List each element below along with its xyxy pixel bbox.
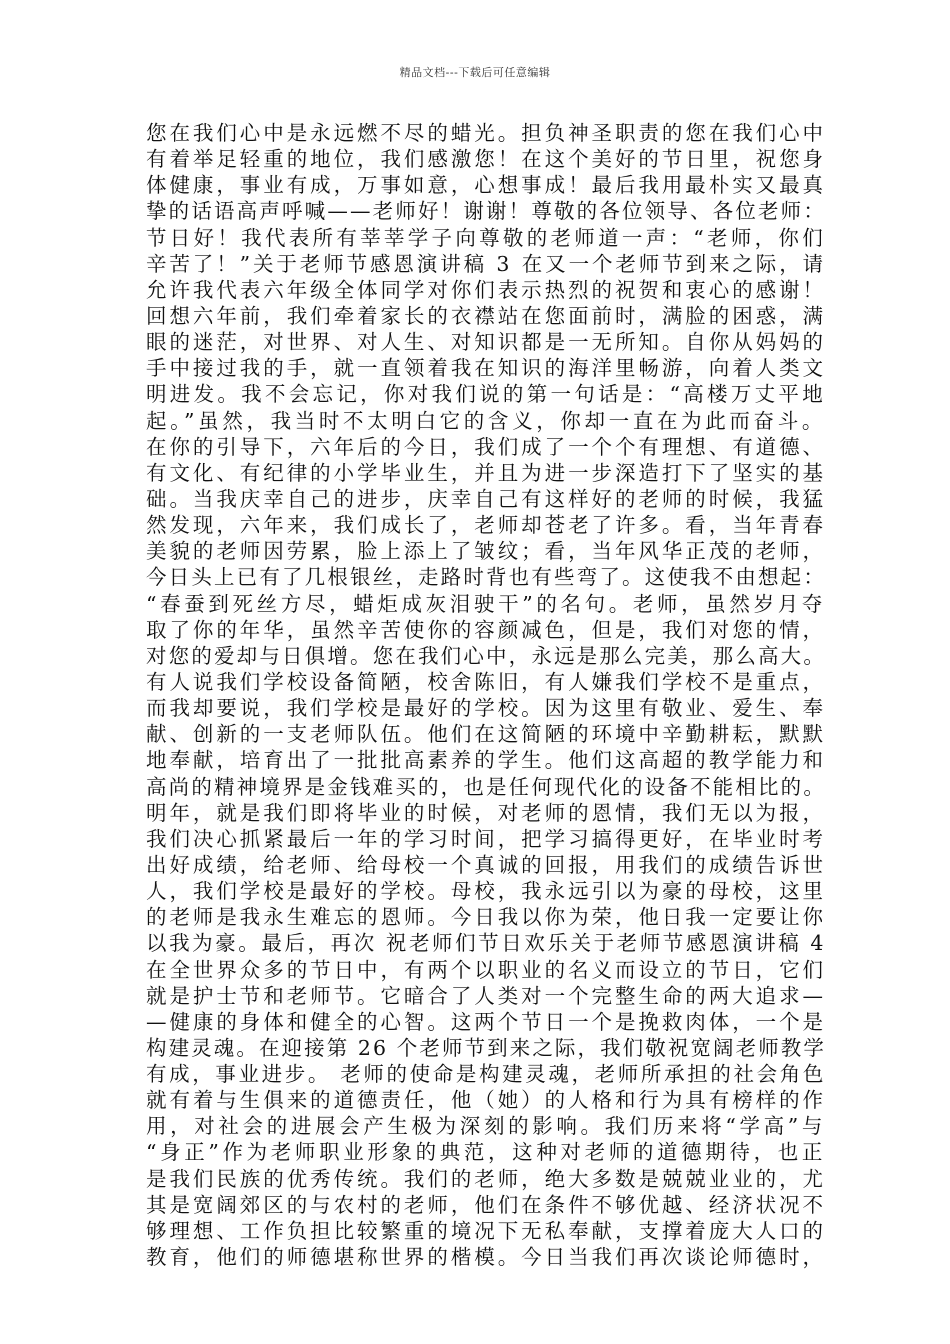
text-line: “春蚕到死丝方尽，蜡炬成灰泪驶干”的名句。老师，虽然岁月夺 bbox=[146, 591, 826, 616]
text-line: 人，我们学校是最好的学校。母校，我永远引以为豪的母校，这里 bbox=[146, 879, 826, 904]
text-line: “身正”作为老师职业形象的典范，这种对老师的道德期待，也正 bbox=[146, 1140, 826, 1165]
text-line: 有人说我们学校设备简陋，校舍陈旧，有人嫌我们学校不是重点， bbox=[146, 669, 826, 694]
text-line: 础。当我庆幸自己的进步，庆幸自己有这样好的老师的时候，我猛 bbox=[146, 486, 826, 511]
text-line: 是我们民族的优秀传统。我们的老师，绝大多数是兢兢业业的，尤 bbox=[146, 1166, 826, 1191]
text-line: 在全世界众多的节日中，有两个以职业的名义而设立的节日，它们 bbox=[146, 957, 826, 982]
text-line: 以我为豪。最后，再次 祝老师们节日欢乐关于老师节感恩演讲稿 4 bbox=[146, 931, 826, 956]
text-line: 您在我们心中是永远燃不尽的蜡光。担负神圣职责的您在我们心中 bbox=[146, 121, 826, 145]
text-line: 地奉献，培育出了一批批高素养的学生。他们这高超的教学能力和 bbox=[146, 748, 826, 773]
text-line: 然发现，六年来，我们成长了，老师却苍老了许多。看，当年青春 bbox=[146, 513, 826, 538]
text-line: 高尚的精神境界是金钱难买的，也是任何现代化的设备不能相比的。 bbox=[146, 774, 826, 799]
text-line: 在你的引导下，六年后的今日，我们成了一个个有理想、有道德、 bbox=[146, 434, 826, 459]
text-line: 有着举足轻重的地位，我们感激您！在这个美好的节日里，祝您身 bbox=[146, 147, 826, 172]
text-line: 有成，事业进步。 老师的使命是构建灵魂，老师所承担的社会角色 bbox=[146, 1062, 826, 1087]
text-line: 教育，他们的师德堪称世界的楷模。今日当我们再次谈论师德时， bbox=[146, 1245, 826, 1270]
text-line: 挚的话语高声呼喊——老师好！谢谢！尊敬的各位领导、各位老师： bbox=[146, 199, 826, 224]
text-line: 手中接过我的手，就一直领着我在知识的海洋里畅游，向着人类文 bbox=[146, 356, 826, 381]
document-body bbox=[146, 120, 826, 1270]
text-line: 节日好！我代表所有莘莘学子向尊敬的老师道一声：“老师，你们 bbox=[146, 225, 826, 250]
text-line: 其是宽阔郊区的与农村的老师，他们在条件不够优越、经济状况不 bbox=[146, 1192, 826, 1217]
text-line: 就是护士节和老师节。它暗合了人类对一个完整生命的两大追求— bbox=[146, 983, 826, 1008]
text-line: 明进发。我不会忘记，你对我们说的第一句话是：“高楼万丈平地 bbox=[146, 382, 826, 407]
text-line: 允许我代表六年级全体同学对你们表示热烈的祝贺和衷心的感谢！ bbox=[146, 277, 826, 302]
text-line: 对您的爱却与日俱增。您在我们心中，永远是那么完美，那么高大。 bbox=[146, 643, 826, 668]
text-line: 而我却要说，我们学校是最好的学校。因为这里有敬业、爱生、奉 bbox=[146, 696, 826, 721]
text-line: —健康的身体和健全的心智。这两个节日一个是挽救肉体，一个是 bbox=[146, 1009, 826, 1034]
text-line: 眼的迷茫，对世界、对人生、对知识都是一无所知。自你从妈妈的 bbox=[146, 330, 826, 355]
page-header: 精品文档---下载后可任意编辑 bbox=[399, 66, 551, 79]
text-line: 体健康，事业有成，万事如意，心想事成！最后我用最朴实又最真 bbox=[146, 173, 826, 198]
text-line: 构建灵魂。在迎接第 26 个老师节到来之际，我们敬祝宽阔老师教学 bbox=[146, 1035, 826, 1060]
text-line: 回想六年前，我们牵着家长的衣襟站在您面前时，满脸的困惑，满 bbox=[146, 303, 826, 328]
text-line: 我们决心抓紧最后一年的学习时间，把学习搞得更好，在毕业时考 bbox=[146, 826, 826, 851]
text-line: 出好成绩，给老师、给母校一个真诚的回报，用我们的成绩告诉世 bbox=[146, 852, 826, 877]
text-line: 就有着与生俱来的道德责任，他（她）的人格和行为具有榜样的作 bbox=[146, 1088, 826, 1113]
text-line: 的老师是我永生难忘的恩师。今日我以你为荣，他日我一定要让你 bbox=[146, 905, 826, 930]
text-line: 辛苦了！”关于老师节感恩演讲稿 3 在又一个老师节到来之际，请 bbox=[146, 251, 826, 276]
text-line: 有文化、有纪律的小学毕业生，并且为进一步深造打下了坚实的基 bbox=[146, 460, 826, 485]
text-line: 用，对社会的进展会产生极为深刻的影响。我们历来将“学高”与 bbox=[146, 1114, 826, 1139]
text-line: 明年，就是我们即将毕业的时候，对老师的恩情，我们无以为报， bbox=[146, 800, 826, 825]
text-line: 献、创新的一支老师队伍。他们在这简陋的环境中辛勤耕耘，默默 bbox=[146, 722, 826, 747]
text-line: 美貌的老师因劳累，脸上添上了皱纹；看，当年风华正茂的老师， bbox=[146, 539, 826, 564]
text-line: 取了你的年华，虽然辛苦使你的容颜减色，但是，我们对您的情， bbox=[146, 617, 826, 642]
text-line: 今日头上已有了几根银丝，走路时背也有些弯了。这使我不由想起： bbox=[146, 565, 826, 590]
text-line: 起。”虽然，我当时不太明白它的含义，你却一直在为此而奋斗。 bbox=[146, 408, 826, 433]
text-line: 够理想、工作负担比较繁重的境况下无私奉献，支撑着庞大人口的 bbox=[146, 1218, 826, 1243]
